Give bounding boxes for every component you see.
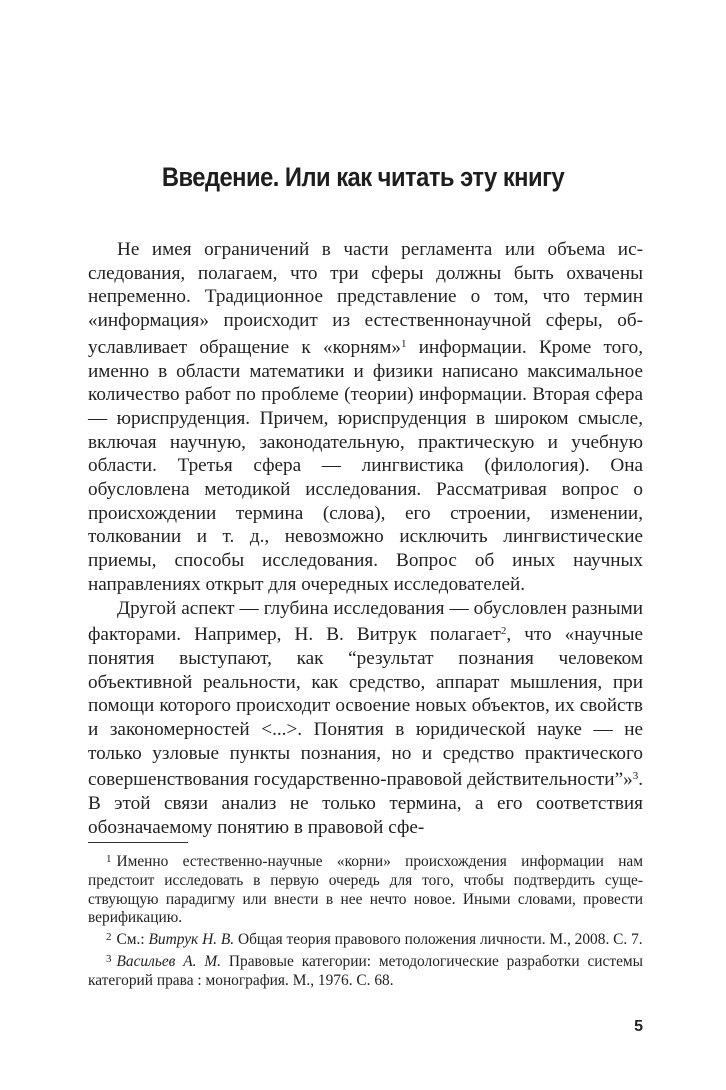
paragraph-2 [88,597,643,840]
footnote-number-3: 3 [106,952,112,965]
footnote-1 [88,850,643,928]
footnote-ref-2[interactable]: 2 [500,625,507,638]
footnote-ref-3[interactable]: 3 [632,770,639,783]
footnote-text-3: Правовые категории: методологические разработки системы категорий права : монография. М., 1976. С. 68. [88,952,643,989]
footnote-3 [88,950,643,991]
page-number: 5 [634,1018,643,1035]
paragraph-1-text-a: Не имея ограничений в части регламента или объема исследования, полагаем, что три сферы должны быть охвачены непременно. Традиционное представление о том, что термин «информация» происходит из естественнонаучной сферы, обуславливает обращение к «корням» [88,239,643,358]
footnote-divider [88,842,188,843]
paragraph-2-text-b: , что «научные понятия выступают, как “результат познания человеком объективной реальности, как средство, аппарат мышления, при помощи которого происходит освоение новых объектов, их свойств и закономерностей <...>. Понятия в юридической науке — не только узловые пункты познания, но и средство практического совершенствования государственно-правовой действительности”» [88,624,644,791]
paragraph-2-text-a: Другой аспект — глубина исследования — обусловлен разными факторами. Например, Н. В. Витрук полагает [88,597,643,646]
footnote-author-2: Витрук Н. В. [148,931,235,949]
footnote-number-1: 1 [106,853,112,865]
chapter-title: Введение. Или как читать эту книгу [161,162,565,192]
footnote-author-3: Васильев А. М. [116,952,222,970]
footnote-prefix-2: См.: [116,931,149,949]
footnote-ref-1[interactable]: 1 [400,337,407,350]
paragraph-2-text-c: . В этой связи анализ не только термина, а его соответствия обозначаемому понятию в правовой сфе- [88,769,643,838]
footnotes [88,850,643,991]
footnote-number-2: 2 [106,931,112,944]
footnote-2 [88,928,643,950]
paragraph-1-text-b: информации. Кроме того, именно в области математики и физики написано максимальное количество работ по проблеме (теории) информации. Вторая сфера — юриспруденция. Причем, юриспруденция в широком смысле, включая научную, законодательную, практическую и учебную области. Третья сфера — лингвистика (филология). Она обусловлена методикой исследования. Рассматривая вопрос о происхождении термина (слова), его строении, изменении, толковании и т. д., невозможно исключить лингвистические приемы, способы исследования. Вопрос об иных научных направлениях открыт для очередных исследователей. [88,336,643,595]
footnote-text-1: Именно естественно-научные «корни» происхождения информации нам предстоит исследовать в первую очередь для того, чтобы подтвердить существующую парадигму или внести в нее нечто новое. Иными словами, провести верификацию. [88,853,643,927]
paragraph-1 [88,238,643,597]
footnote-text-2: Общая теория правового положения личности. М., 2008. С. 7. [234,931,643,949]
main-text [88,238,643,840]
